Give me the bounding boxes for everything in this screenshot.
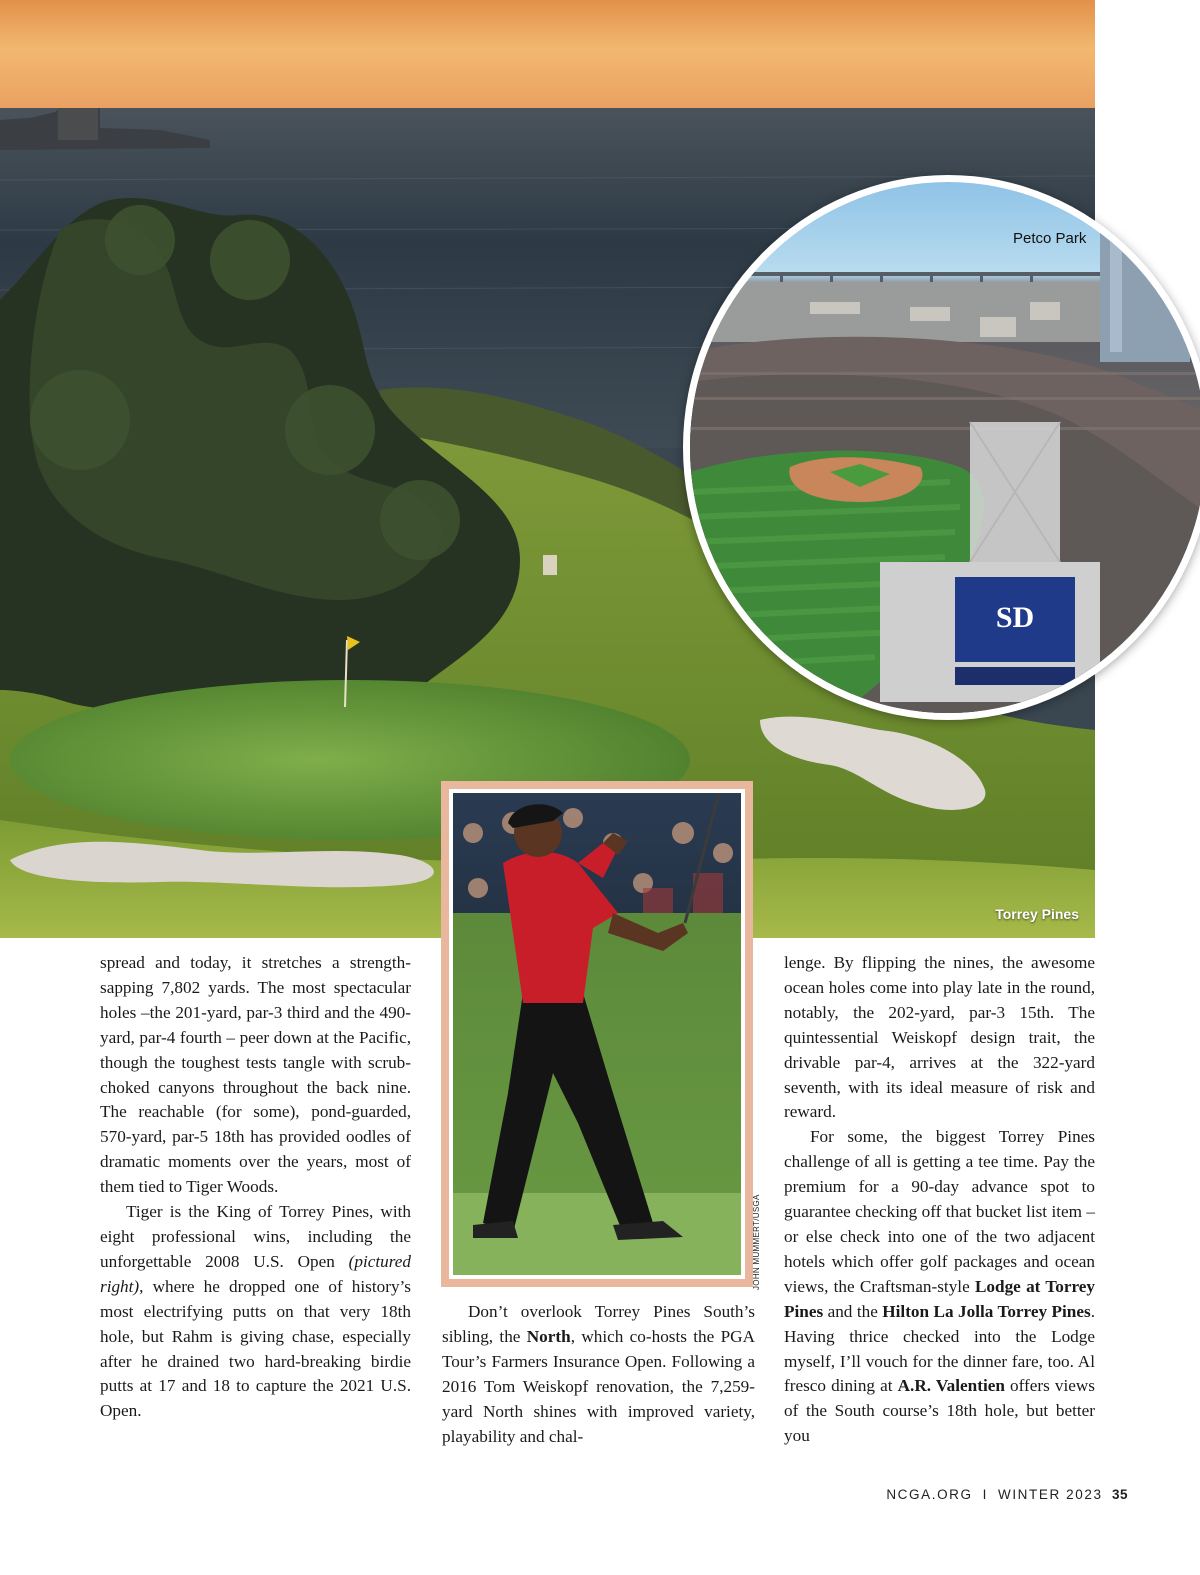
article-paragraph [100,1200,411,1424]
article-paragraph [442,1300,755,1449]
text-run: Tiger is the King of Torrey Pines, with eight professional wins, including the unforgettable 2008 U.S. Open [100,1202,411,1271]
text-run: , where he dropped one of history’s most electrifying putts on that very 18th hole, but Rahm is giving chase, especially after he drained two hard-breaking birdie putts at 17 and 18 to capture the 2021 U.S. Open. [100,1276,411,1421]
text-run: offers views of the South course’s 18th hole, but better you [784,1376,1095,1446]
golfer-inset-frame [441,781,753,1287]
golfer-illustration [453,793,741,1275]
bold-term: A.R. Valentien [897,1376,1005,1396]
text-run: Don’t overlook Torrey Pines South’s sibling, the [442,1302,755,1346]
photo-credit-label: JOHN MUMMERT/USGA [752,1194,761,1290]
bold-term: North [526,1326,571,1346]
footer-site[interactable]: NCGA.ORG [886,1487,973,1502]
text-run: spread and today, it stretches a strength-sapping 7,802 yards. The most spectacular holes –the 201-yard, par-3 third and the 490-yard, par-4 fourth – peer down at the Pacific, though the toughest tests tangle with scrub-choked canyons throughout the back nine. The reachable (for some), pond-guarded, 570-yard, par-5 18th has provided oodles of dramatic moments over the years, most of them tied to Tiger Woods. [100,953,411,1197]
article-column-right [784,951,1095,1449]
page-number: 35 [1111,1487,1128,1502]
text-run: , which co-hosts the PGA Tour’s Farmers Insurance Open. Following a 2016 Tom Weiskopf renovation, the 7,259-yard North shines with improved variety, playability and chal- [442,1326,755,1446]
stadium-illustration [690,182,1200,713]
stadium-inset-photo [683,175,1200,720]
svg-text:SD: SD [995,601,1035,634]
footer-issue: WINTER 2023 [997,1487,1103,1502]
article-paragraph [100,951,411,1200]
photo-caption-torrey-pines: Torrey Pines [995,906,1079,922]
text-run: For some, the biggest Torrey Pines challenge of all is getting a tee time. Pay the premium for a 90-day advance spot to guarantee checking off that bucket list item – or else check into one of the two adjacent hotels which offer golf packages and ocean views, the Craftsman-style [784,1127,1095,1296]
article-column-left [100,951,411,1424]
text-run: lenge. By flipping the nines, the awesome ocean holes come into play late in the round, notably, the 202-yard, par-3 15th. The quintessential Weiskopf design trait, the drivable par-4, arrives at the 322-yard seventh, with its ideal measure of risk and reward. [784,953,1095,1122]
italic-note: (pictured right) [100,1251,411,1296]
golfer-celebration-photo [449,789,745,1279]
article-paragraph [784,1125,1095,1449]
text-run: . Having thrice checked into the Lodge myself, I’ll vouch for the dinner fare, too. Al fresco dining at [784,1301,1095,1396]
photo-caption-petco-park: Petco Park [1013,230,1087,247]
text-run: and the [823,1301,883,1321]
bold-term: Lodge at Torrey Pines [784,1276,1095,1321]
article-paragraph [784,951,1095,1125]
footer-separator: I [982,1487,988,1502]
page-footer [886,1487,1128,1502]
article-column-middle [442,1300,755,1449]
bold-term: Hilton La Jolla Torrey Pines [882,1301,1091,1321]
